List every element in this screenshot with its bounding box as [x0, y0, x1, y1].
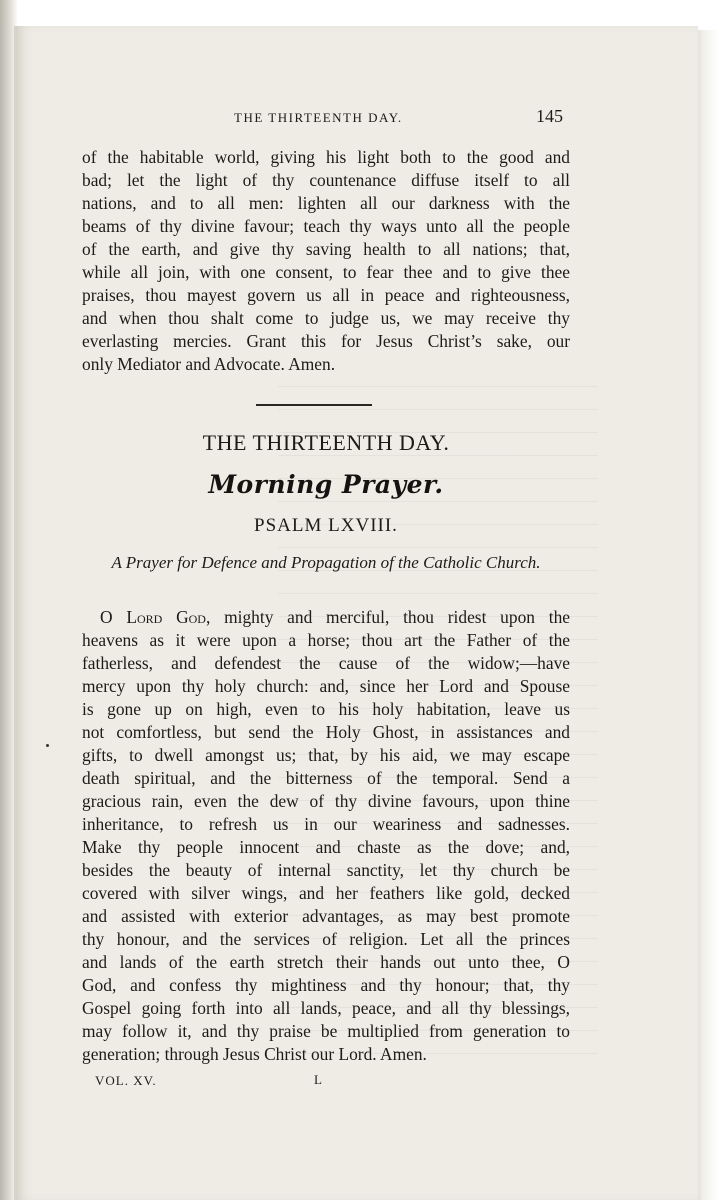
lord-god-smallcaps: Lord God — [126, 607, 206, 627]
text-line-first — [82, 606, 570, 629]
text-line: thy honour, and the services of religion. Let all the princes — [82, 929, 570, 949]
text-line: Gospel going forth into all lands, peace, and all thy blessings, — [82, 998, 570, 1018]
section-title: THE THIRTEENTH DAY. — [202, 430, 450, 455]
psalm-heading: PSALM LXVIII. — [254, 515, 398, 536]
psalm-subtitle: A Prayer for Defence and Propagation of the Catholic Church. — [111, 553, 541, 572]
running-head: THE THIRTEENTH DAY. — [234, 110, 403, 125]
paper-speck — [46, 744, 49, 747]
text-line: besides the beauty of internal sanctity, let thy church be — [82, 860, 570, 880]
text-line: only Mediator and Advocate. Amen. — [82, 354, 336, 374]
text-line: death spiritual, and the bitterness of the temporal. Send a — [82, 768, 570, 788]
section-subtitle-blackletter: Morning Prayer. — [208, 470, 444, 499]
text-line: nations, and to all men: lighten all our darkness with the — [82, 193, 570, 213]
text-line: and assisted with exterior advantages, as may best promote — [82, 906, 570, 926]
text-line: praises, thou mayest govern us all in peace and righteousness, — [82, 285, 570, 305]
text-line: is gone up on high, even to his holy habitation, leave us — [82, 699, 570, 719]
text-line: while all join, with one consent, to fear thee and to give thee — [82, 262, 570, 282]
text-line: gracious rain, even the dew of thy divine favours, upon thine — [82, 791, 570, 811]
section-divider — [256, 404, 372, 406]
first-line-rest: , mighty and merciful, thou ridest upon the — [205, 607, 570, 627]
text-line: mercy upon thy holy church: and, since her Lord and Spouse — [82, 676, 570, 696]
psalm-prayer-text — [82, 606, 570, 1066]
text-line: generation; through Jesus Christ our Lord. Amen. — [82, 1044, 427, 1064]
text-line: bad; let the light of thy countenance diffuse itself to all — [82, 170, 570, 190]
text-line: beams of thy divine favour; teach thy ways unto all the people — [82, 216, 570, 236]
text-line: heavens as it were upon a horse; thou art the Father of the — [82, 630, 570, 650]
text-line: everlasting mercies. Grant this for Jesus Christ’s sake, our — [82, 331, 570, 351]
prayer-continuation — [82, 146, 570, 376]
text-line: Make thy people innocent and chaste as the dove; and, — [82, 837, 570, 857]
text-line: inheritance, to refresh us in our weariness and sadnesses. — [82, 814, 570, 834]
text-line: not comfortless, but send the Holy Ghost, in assistances and — [82, 722, 570, 742]
opening-o: O — [100, 607, 127, 627]
text-line: of the earth, and give thy saving health to all nations; that, — [82, 239, 570, 259]
text-line: of the habitable world, giving his light both to the good and — [82, 147, 570, 167]
page-number: 145 — [536, 106, 563, 126]
text-line: covered with silver wings, and her feathers like gold, decked — [82, 883, 570, 903]
text-line: may follow it, and thy praise be multiplied from generation to — [82, 1021, 570, 1041]
text-line: gifts, to dwell amongst us; that, by his aid, we may escape — [82, 745, 570, 765]
text-line: God, and confess thy mightiness and thy honour; that, thy — [82, 975, 570, 995]
volume-signature: VOL. XV. — [95, 1073, 157, 1088]
gathering-signature: L — [314, 1072, 322, 1087]
text-line: fatherless, and defendest the cause of the widow;—have — [82, 653, 570, 673]
text-line: and when thou shalt come to judge us, we may receive thy — [82, 308, 570, 328]
text-line: and lands of the earth stretch their hands out unto thee, O — [82, 952, 570, 972]
